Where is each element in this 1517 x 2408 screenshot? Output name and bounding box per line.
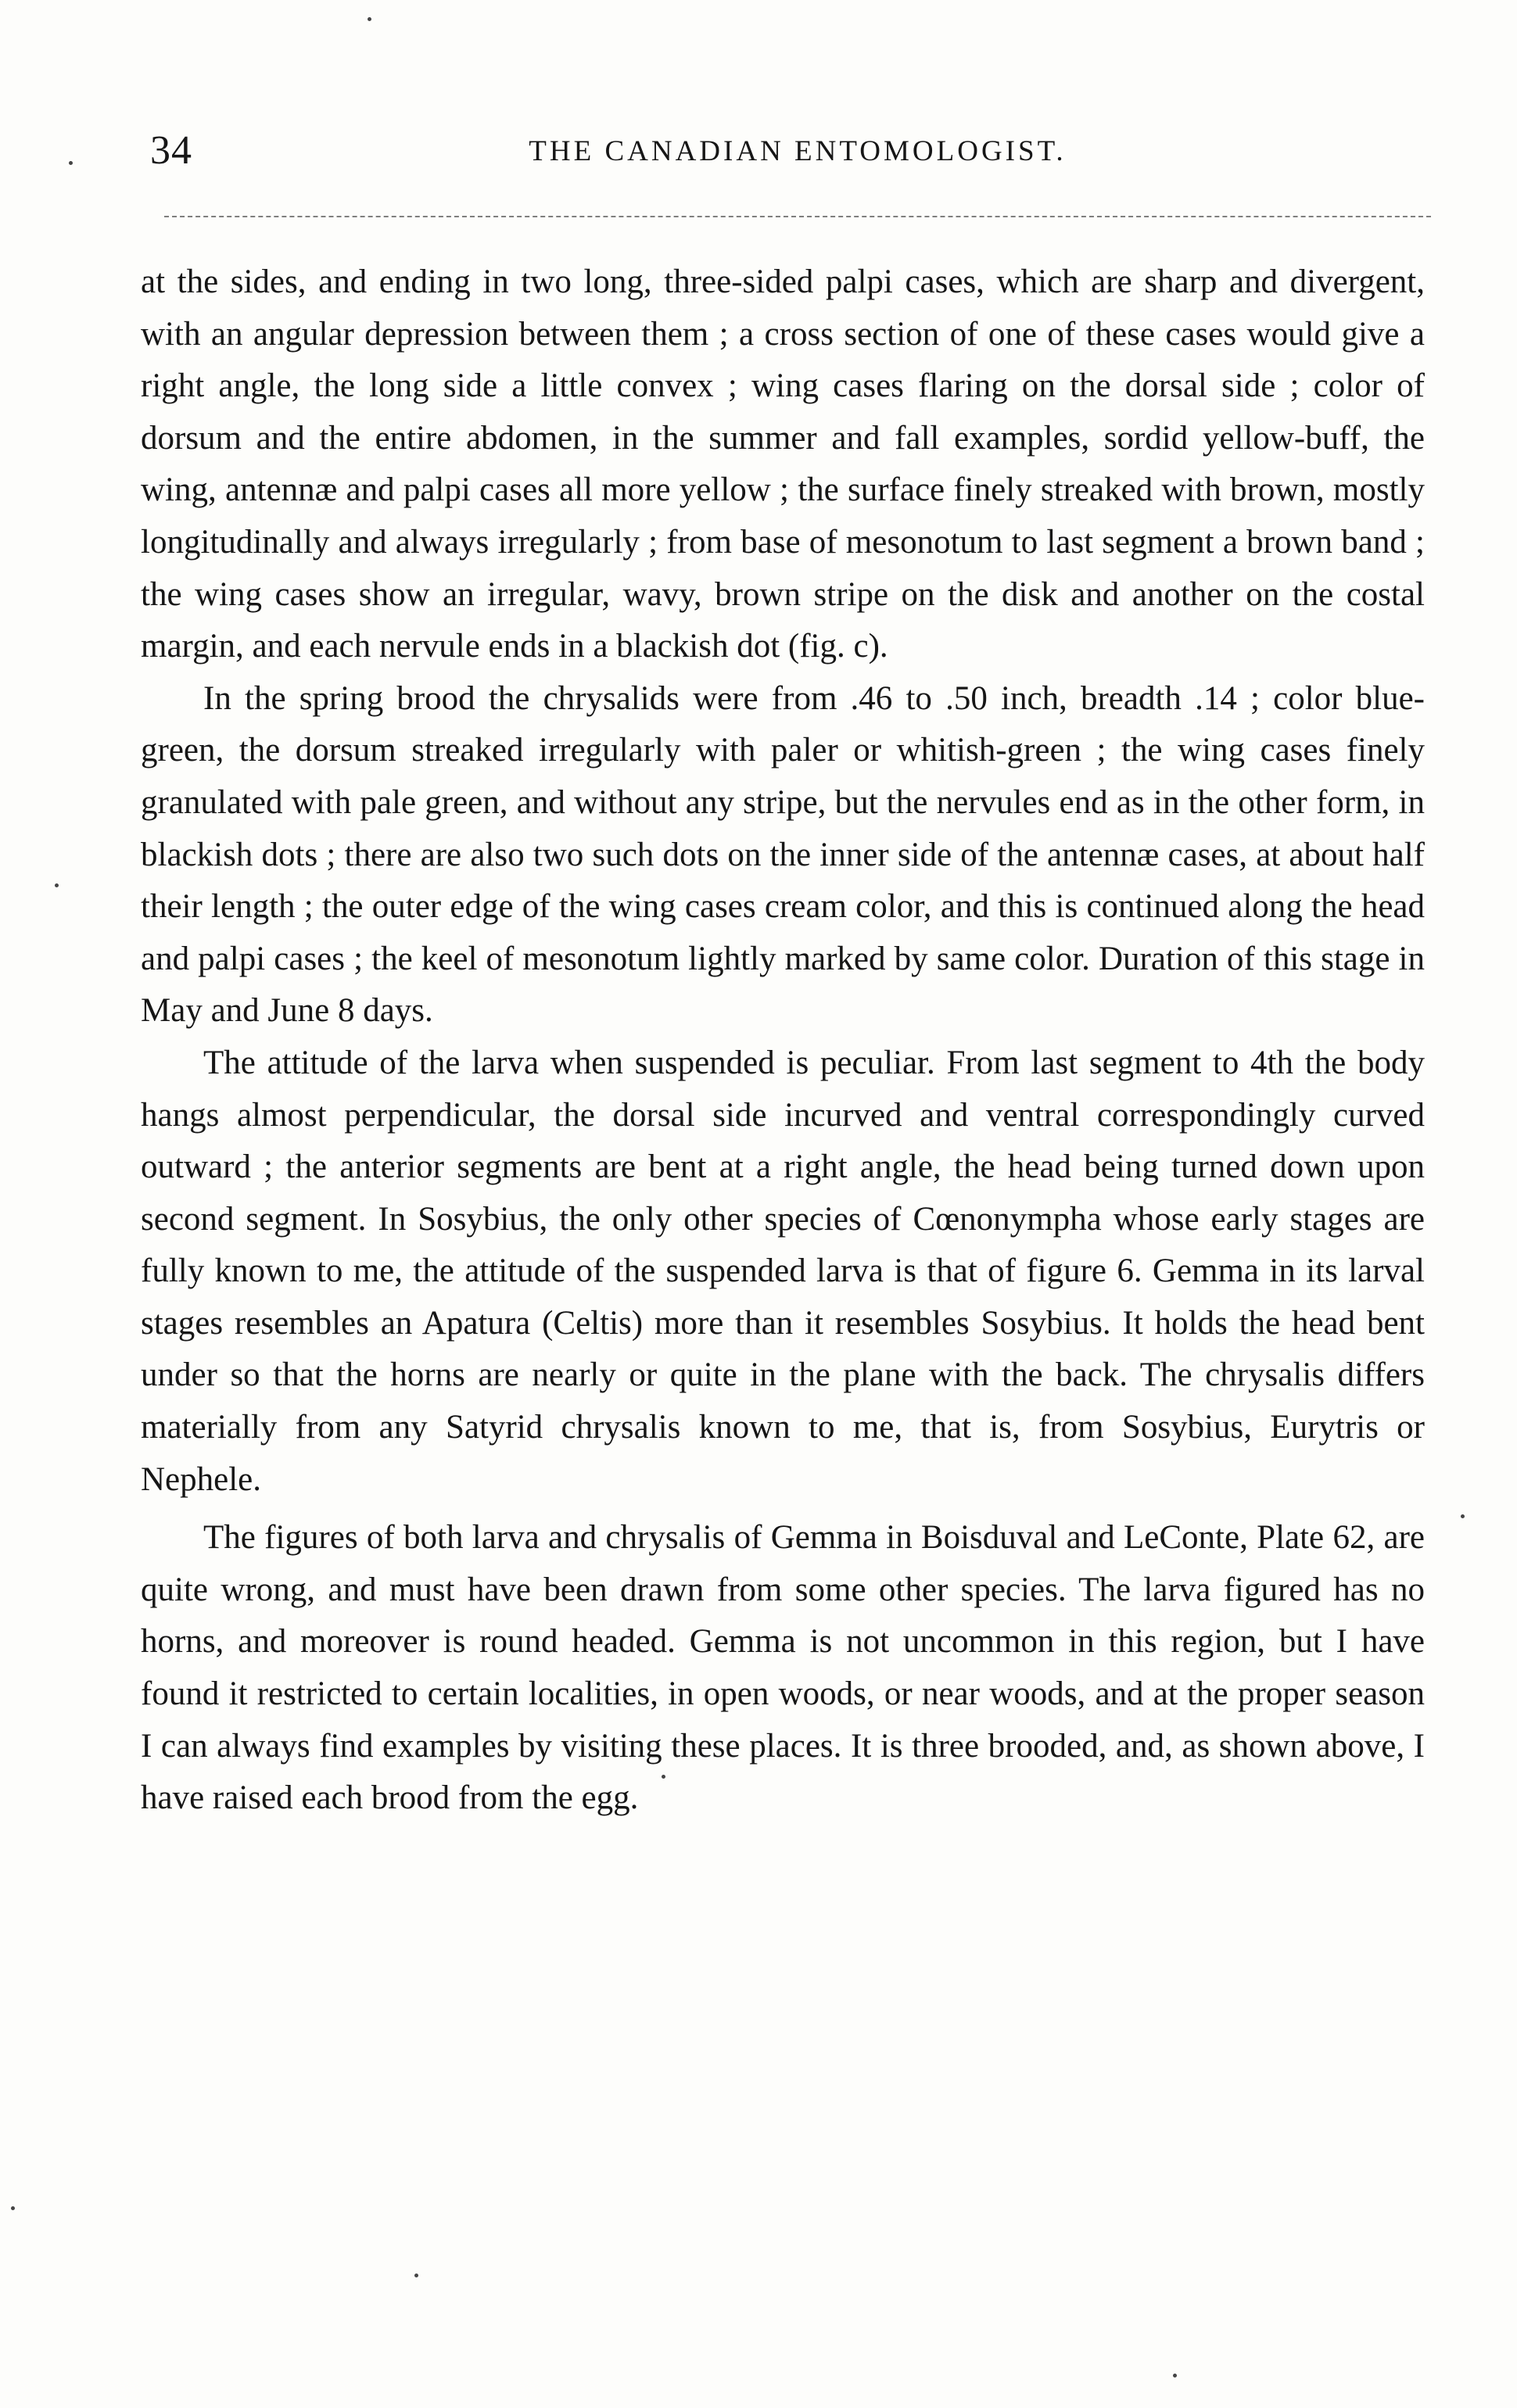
- print-speck: [414, 2274, 418, 2277]
- paragraph-4: The figures of both larva and chrysalis of Gemma in Boisduval and LeConte, Plate 62, are quite wrong, and must have been drawn from some other species. The larva figured has no horns, and moreover is round headed. Gemma is not uncommon in this region, but I have found it restricted to certain localities, in open woods, or near woods, and at the proper season I can always find examples by visiting these places. It is three brooded, and, as shown above, I have raised each brood from the egg.: [141, 1519, 1425, 1817]
- print-speck: [55, 883, 59, 887]
- print-speck: [662, 1775, 665, 1779]
- print-speck: [1461, 1514, 1465, 1518]
- paragraph-3: The attitude of the larva when suspended is peculiar. From last segment to 4th the body hangs almost perpendicular, the dorsal side incurved and ventral correspondingly curved outward ; the anterior segments are bent at a right angle, the head being turned down upon second segment. In Sosybius, the only other species of Cœnonympha whose early stages are fully known to me, the attitude of the suspended larva is that of figure 6. Gemma in its larval stages resembles an Apatura (Celtis) more than it resembles Sosybius. It holds the head bent under so that the horns are nearly or quite in the plane with the back. The chrysalis differs materially from any Satyrid chrysalis known to me, that is, from Sosybius, Eurytris or Nephele.: [141, 1044, 1425, 1498]
- paragraph-1: at the sides, and ending in two long, three-sided palpi cases, which are sharp and divergent, with an angular depression between them ; a cross section of one of these cases would give a right angle, the long side a little convex ; wing cases flaring on the dorsal side ; color of dorsum and the entire abdomen, in the summer and fall examples, sordid yellow-buff, the wing, antennæ and palpi cases all more yellow ; the surface finely streaked with brown, mostly longitudinally and always irregularly ; from base of mesonotum to last segment a brown band ; the wing cases show an irregular, wavy, brown stripe on the disk and another on the costal margin, and each nervule ends in a blackish dot (fig. c).: [141, 263, 1425, 665]
- print-speck: [368, 17, 371, 21]
- print-speck: [11, 2206, 15, 2210]
- page-number: 34: [150, 128, 192, 173]
- print-speck: [69, 161, 73, 165]
- running-title: THE CANADIAN ENTOMOLOGIST.: [529, 135, 1067, 167]
- page-header: [133, 124, 1431, 178]
- print-speck: [1173, 2374, 1177, 2378]
- body-text: [141, 256, 1425, 1825]
- paragraph-2: In the spring brood the chrysalids were from .46 to .50 inch, breadth .14 ; color blue-green, the dorsum streaked irregularly with paler or whitish-green ; the wing cases finely granulated with pale green, and without any stripe, but the nervules end as in the other form, in blackish dots ; there are also two such dots on the inner side of the antennæ cases, at about half their length ; the outer edge of the wing cases cream color, and this is continued along the head and palpi cases ; the keel of mesonotum lightly marked by same color. Duration of this stage in May and June 8 days.: [141, 679, 1425, 1030]
- header-rule: [164, 216, 1431, 217]
